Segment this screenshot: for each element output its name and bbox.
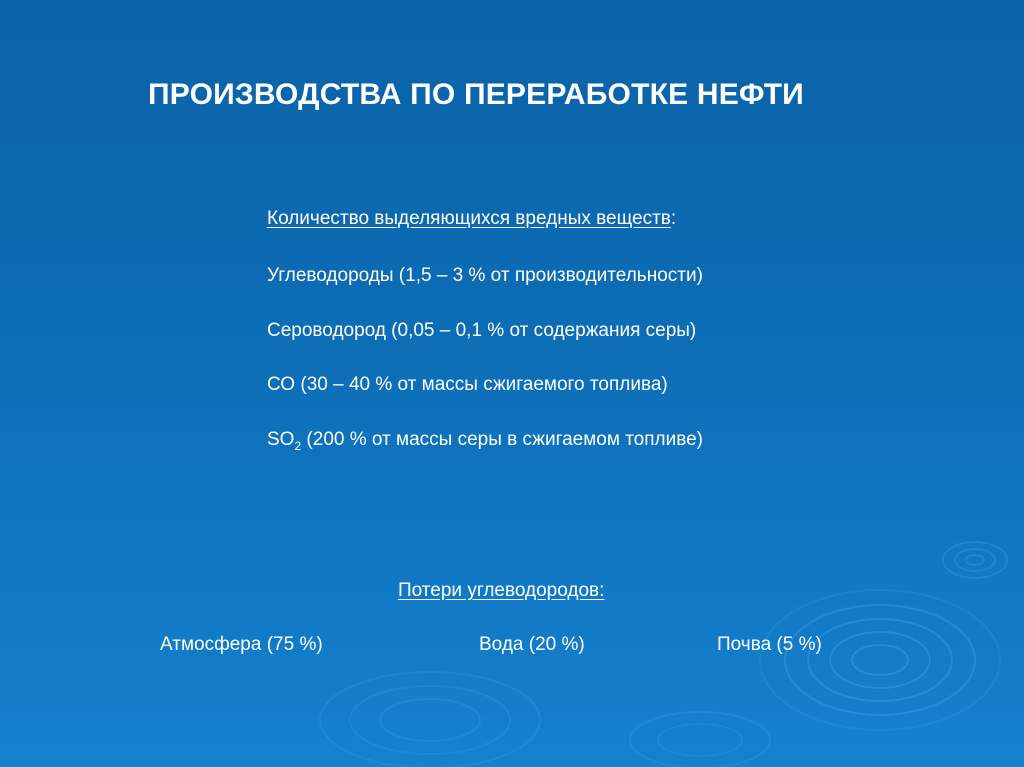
so2-text: (200 % от массы серы в сжигаемом топливе)	[301, 429, 704, 450]
so2-subscript: 2	[294, 439, 302, 453]
emission-item-co: СО (30 – 40 % от массы сжигаемого топлива)	[267, 374, 668, 395]
emission-item-hydrogen-sulfide: Сероводород (0,05 – 0,1 % от содержания серы)	[267, 320, 697, 341]
loss-atmosphere: Атмосфера (75 %)	[160, 634, 323, 655]
emissions-heading	[267, 208, 676, 230]
emissions-heading-colon: :	[670, 208, 677, 229]
loss-water: Вода (20 %)	[479, 634, 585, 655]
losses-heading: Потери углеводородов:	[398, 580, 605, 601]
so2-formula: SO	[267, 429, 295, 450]
loss-soil: Почва (5 %)	[717, 634, 822, 655]
page-title: ПРОИЗВОДСТВА ПО ПЕРЕРАБОТКЕ НЕФТИ	[148, 78, 804, 111]
emissions-heading-text: Количество выделяющихся вредных веществ	[267, 208, 671, 229]
emission-item-hydrocarbons: Углеводороды (1,5 – 3 % от производительности)	[267, 265, 703, 286]
emission-item-so2	[267, 429, 703, 451]
